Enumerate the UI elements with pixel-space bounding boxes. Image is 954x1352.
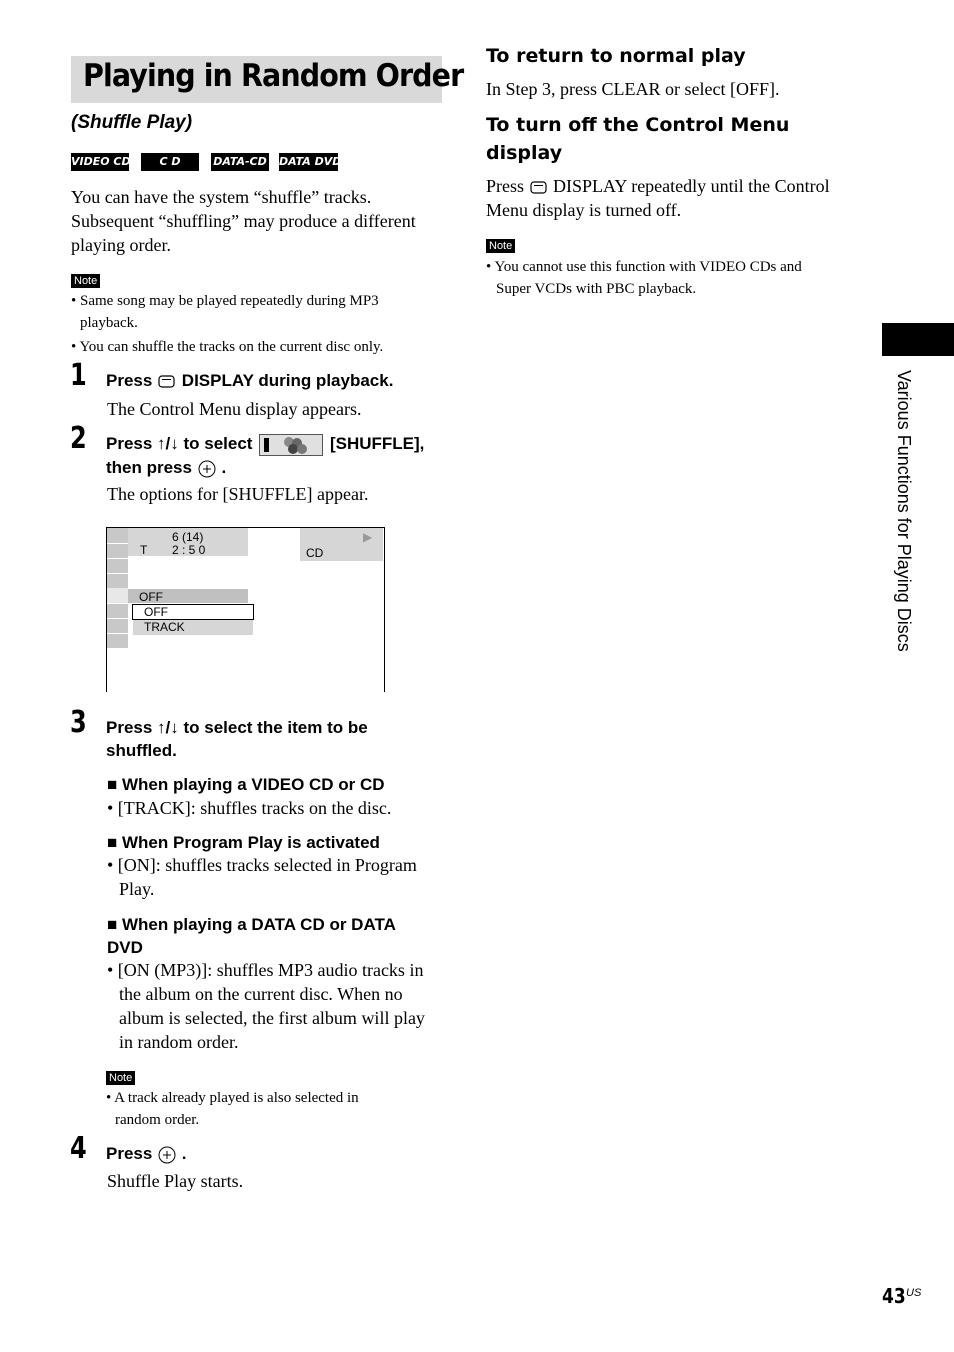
step-3-heading-line: shuffled. (106, 741, 177, 760)
bullet-line: album is selected, the first album will play (119, 1008, 425, 1028)
step-2-description: The options for [SHUFFLE] appear. (107, 484, 369, 504)
enter-button-icon (157, 1145, 177, 1165)
menu-divider (107, 573, 128, 574)
page-title: Playing in Random Order (83, 58, 464, 94)
step-3-heading-line: Press ↑/↓ to select the item to be (106, 718, 368, 737)
paragraph-line: Menu display is turned off. (486, 200, 682, 220)
step-1-heading (106, 369, 393, 392)
intro-line: playing order. (71, 235, 171, 255)
note-label: Note (486, 239, 515, 253)
section-video-cd-title: ■ When playing a VIDEO CD or CD (107, 775, 385, 794)
option-off[interactable] (132, 604, 254, 620)
badge-video-cd: VIDEO CD (71, 153, 129, 171)
bullet-line: • [ON]: shuffles tracks selected in Program (107, 855, 417, 875)
menu-divider (107, 543, 128, 544)
menu-divider (107, 618, 128, 619)
step-2-press: Press ↑/↓ to select (106, 434, 253, 453)
section-program-title: ■ When Program Play is activated (107, 833, 380, 852)
section-tab-label: Various Functions for Playing Discs (894, 370, 914, 652)
intro-paragraph (71, 185, 416, 257)
badge-cd: C D (141, 153, 199, 171)
note-line: • You cannot use this function with VIDEO CDs and (486, 259, 802, 275)
section-program-bullet (107, 853, 417, 901)
intro-line: Subsequent “shuffling” may produce a different (71, 211, 416, 231)
badge-data-cd: DATA-CD (211, 153, 269, 171)
enter-button-icon (197, 459, 217, 479)
menu-divider (107, 603, 128, 604)
step-1-number: 1 (70, 358, 87, 393)
track-label: T (140, 543, 148, 557)
page-title-box (71, 56, 464, 103)
paragraph-return-normal: In Step 3, press CLEAR or select [OFF]. (486, 79, 780, 99)
heading-return-normal: To return to normal play (486, 45, 746, 67)
display-text: DISPLAY repeatedly until the Control (553, 176, 830, 196)
section-tab-marker (882, 323, 954, 356)
menu-selected-icon (107, 588, 128, 603)
note-label: Note (106, 1071, 135, 1085)
menu-divider (107, 558, 128, 559)
note-line: • A track already played is also selected in (106, 1090, 359, 1106)
display-button-icon (529, 181, 549, 195)
step-2-period: . (221, 458, 227, 477)
disc-type: CD (306, 546, 324, 560)
step-4-heading (106, 1142, 187, 1165)
option-track[interactable] (133, 620, 253, 635)
paragraph-line (486, 174, 830, 198)
step-4-period: . (181, 1144, 187, 1163)
paragraph-turn-off-menu (486, 174, 830, 222)
page-region-suffix: US (906, 1287, 922, 1299)
section-title-line: DVD (107, 938, 143, 957)
step-2-heading (106, 432, 424, 456)
step-4-number: 4 (70, 1131, 87, 1166)
note-3 (486, 256, 802, 300)
step-1-description: The Control Menu display appears. (107, 399, 362, 419)
step-4-description: Shuffle Play starts. (107, 1171, 244, 1191)
heading-turn-off-menu (486, 111, 789, 167)
press-text: Press (486, 176, 525, 196)
note-line: • Same song may be played repeatedly during MP3 (71, 293, 379, 309)
step-4-press: Press (106, 1144, 153, 1163)
note-item: • You can shuffle the tracks on the current disc only. (71, 339, 384, 355)
track-count: 6 (14) (172, 530, 204, 544)
play-icon: ▶ (363, 530, 373, 544)
menu-divider (107, 633, 128, 634)
badge-data-dvd: DATA DVD (279, 153, 338, 171)
option-track-label: TRACK (144, 620, 185, 634)
display-button-icon (157, 375, 177, 389)
page-number: 43 (882, 1284, 906, 1308)
step-2-then-press: then press (106, 458, 192, 477)
page-subtitle: (Shuffle Play) (71, 112, 193, 133)
step-1-action: DISPLAY during playback. (181, 371, 394, 390)
step-2-heading-line2 (106, 456, 226, 479)
control-menu-screen (106, 527, 384, 692)
section-data-title (107, 913, 396, 959)
note-line: random order. (115, 1112, 200, 1128)
track-time: 2 : 5 0 (172, 543, 206, 557)
shuffle-icon (259, 434, 323, 456)
bullet-line: Play. (119, 879, 155, 899)
bullet-line: the album on the current disc. When no (119, 984, 403, 1004)
step-3-heading (106, 716, 368, 762)
current-setting: OFF (139, 590, 163, 604)
bullet-line: • [ON (MP3)]: shuffles MP3 audio tracks in (107, 960, 424, 980)
note-2 (106, 1087, 359, 1131)
option-off-label: OFF (144, 605, 168, 619)
step-2-number: 2 (70, 421, 87, 456)
bullet-line: in random order. (119, 1032, 239, 1052)
section-video-cd-bullet: • [TRACK]: shuffles tracks on the disc. (107, 798, 392, 818)
section-data-bullet (107, 958, 425, 1054)
note-line: playback. (80, 315, 138, 331)
step-2-target: [SHUFFLE], (329, 434, 425, 453)
note-1 (71, 290, 451, 358)
step-3-number: 3 (70, 705, 87, 740)
note-label: Note (71, 274, 100, 288)
note-item (71, 290, 451, 334)
section-title-line: ■ When playing a DATA CD or DATA (107, 915, 396, 934)
heading-line: display (486, 142, 563, 164)
step-1-press: Press (106, 371, 153, 390)
note-line: Super VCDs with PBC playback. (496, 281, 697, 297)
heading-line: To turn off the Control Menu (486, 114, 790, 136)
intro-line: You can have the system “shuffle” tracks. (71, 187, 372, 207)
